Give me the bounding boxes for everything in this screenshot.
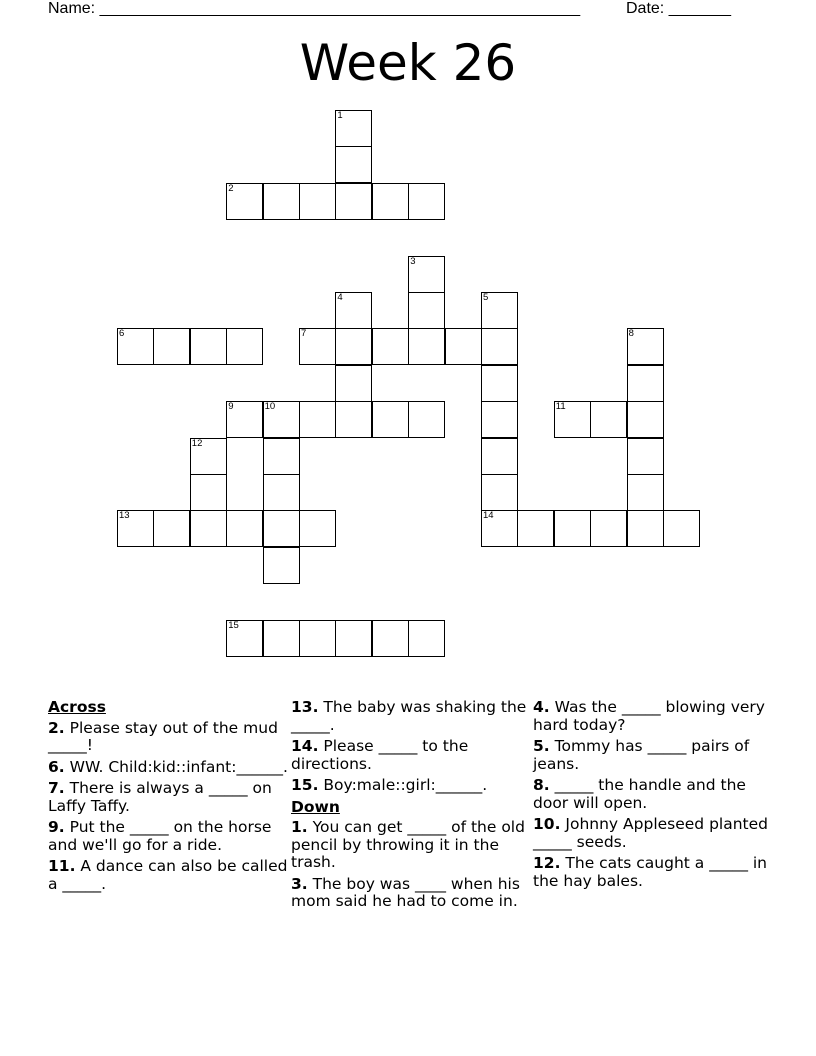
crossword-cell[interactable] bbox=[190, 474, 227, 511]
crossword-cell[interactable] bbox=[299, 183, 336, 220]
crossword-cell[interactable] bbox=[372, 620, 409, 657]
crossword-cell[interactable] bbox=[335, 620, 372, 657]
crossword-cell[interactable] bbox=[263, 183, 300, 220]
down-heading: Down bbox=[291, 797, 340, 816]
crossword-cell[interactable] bbox=[372, 328, 409, 365]
crossword-cell[interactable] bbox=[263, 401, 300, 438]
clue-down-3 bbox=[291, 876, 531, 911]
cell-number: 6 bbox=[119, 328, 125, 340]
clue-text: Johnny Appleseed planted _____ seeds. bbox=[533, 815, 768, 851]
crossword-cell[interactable] bbox=[335, 183, 372, 220]
crossword-cell[interactable] bbox=[481, 438, 518, 475]
cell-number: 9 bbox=[228, 401, 234, 413]
clue-text: Please _____ to the directions. bbox=[291, 737, 469, 773]
crossword-cell[interactable] bbox=[590, 510, 627, 547]
crossword-cell[interactable] bbox=[408, 401, 445, 438]
clue-number: 9. bbox=[48, 818, 65, 836]
cell-number: 10 bbox=[264, 401, 276, 413]
crossword-cell[interactable] bbox=[117, 510, 154, 547]
crossword-cell[interactable] bbox=[299, 620, 336, 657]
crossword-cell[interactable] bbox=[408, 292, 445, 329]
clue-column-3 bbox=[533, 699, 773, 894]
crossword-cell[interactable] bbox=[481, 474, 518, 511]
cell-number: 2 bbox=[228, 182, 234, 194]
crossword-cell[interactable] bbox=[590, 401, 627, 438]
crossword-cell[interactable] bbox=[408, 328, 445, 365]
crossword-cell[interactable] bbox=[627, 401, 664, 438]
crossword-cell[interactable] bbox=[335, 110, 372, 147]
crossword-cell[interactable] bbox=[627, 365, 664, 402]
clue-down-1 bbox=[291, 819, 531, 872]
clue-number: 2. bbox=[48, 718, 65, 737]
clue-down-8 bbox=[533, 777, 773, 812]
crossword-cell[interactable] bbox=[226, 401, 263, 438]
crossword-cell[interactable] bbox=[263, 620, 300, 657]
clue-text: Tommy has _____ pairs of jeans. bbox=[533, 737, 750, 773]
clue-text: You can get _____ of the old pencil by throwing it in the trash. bbox=[291, 818, 525, 871]
clue-number: 11. bbox=[48, 857, 76, 875]
clue-number: 3. bbox=[291, 874, 308, 893]
clue-column-1 bbox=[48, 699, 288, 897]
clue-text: The cats caught a _____ in the hay bales. bbox=[533, 854, 768, 890]
cell-number: 1 bbox=[337, 110, 343, 121]
clue-across-13 bbox=[291, 699, 531, 734]
page-title: Week 26 bbox=[299, 34, 517, 92]
cell-number: 12 bbox=[191, 437, 203, 449]
cell-number: 13 bbox=[119, 510, 130, 522]
crossword-cell[interactable] bbox=[408, 620, 445, 657]
crossword-cell[interactable] bbox=[445, 328, 482, 365]
crossword-cell[interactable] bbox=[335, 146, 372, 183]
crossword-cell[interactable] bbox=[299, 510, 336, 547]
cell-number: 8 bbox=[628, 328, 634, 340]
clue-across-2 bbox=[48, 720, 288, 755]
cell-number: 11 bbox=[555, 401, 566, 413]
crossword-cell[interactable] bbox=[190, 328, 227, 365]
clue-number: 10. bbox=[533, 815, 561, 833]
clue-down-4 bbox=[533, 699, 773, 734]
crossword-cell[interactable] bbox=[663, 510, 700, 547]
cell-number: 5 bbox=[483, 292, 489, 303]
clue-across-14 bbox=[291, 738, 531, 773]
name-field-label: Name: ______________________________________________________ bbox=[48, 0, 581, 17]
clue-number: 1. bbox=[291, 818, 308, 836]
clue-across-6 bbox=[48, 759, 288, 777]
clue-across-7 bbox=[48, 780, 288, 815]
clue-number: 14. bbox=[291, 737, 319, 755]
clue-down-5 bbox=[533, 738, 773, 773]
crossword-cell[interactable] bbox=[335, 292, 372, 329]
cell-number: 14 bbox=[483, 510, 494, 522]
crossword-cell[interactable] bbox=[299, 401, 336, 438]
cell-number: 15 bbox=[228, 619, 239, 631]
clue-number: 5. bbox=[533, 737, 550, 755]
clue-text: Boy:male::girl:______. bbox=[323, 776, 488, 794]
crossword-cell[interactable] bbox=[408, 183, 445, 220]
clue-number: 7. bbox=[48, 779, 65, 797]
clue-number: 6. bbox=[48, 757, 65, 776]
crossword-cell[interactable] bbox=[627, 510, 664, 547]
crossword-cell[interactable] bbox=[372, 183, 409, 220]
crossword-cell[interactable] bbox=[117, 328, 154, 365]
clue-down-12 bbox=[533, 855, 773, 890]
crossword-cell[interactable] bbox=[627, 438, 664, 475]
clue-number: 4. bbox=[533, 698, 550, 716]
cell-number: 7 bbox=[301, 328, 307, 340]
crossword-cell[interactable] bbox=[481, 292, 518, 329]
clue-number: 12. bbox=[533, 854, 561, 872]
clue-number: 13. bbox=[291, 698, 319, 716]
clue-text: There is always a _____ on Laffy Taffy. bbox=[48, 779, 272, 815]
clue-text: _____ the handle and the door will open. bbox=[533, 776, 746, 812]
cell-number: 3 bbox=[410, 255, 416, 267]
crossword-cell[interactable] bbox=[226, 510, 263, 547]
crossword-cell[interactable] bbox=[190, 510, 227, 547]
crossword-cell[interactable] bbox=[627, 328, 664, 365]
crossword-cell[interactable] bbox=[263, 438, 300, 475]
crossword-cell[interactable] bbox=[263, 510, 300, 547]
crossword-cell[interactable] bbox=[481, 328, 518, 365]
crossword-cell[interactable] bbox=[554, 401, 591, 438]
crossword-cell[interactable] bbox=[335, 328, 372, 365]
crossword-cell[interactable] bbox=[481, 365, 518, 402]
crossword-cell[interactable] bbox=[335, 401, 372, 438]
clue-text: Please stay out of the mud _____! bbox=[48, 718, 278, 754]
crossword-cell[interactable] bbox=[299, 328, 336, 365]
clue-number: 8. bbox=[533, 776, 550, 794]
crossword-cell[interactable] bbox=[335, 365, 372, 402]
clue-text: WW. Child:kid::infant:______. bbox=[69, 757, 288, 776]
date-field-label: Date: _______ bbox=[626, 0, 731, 17]
clue-text: Put the _____ on the horse and we'll go for a ride. bbox=[48, 818, 272, 854]
across-heading: Across bbox=[48, 698, 106, 716]
clue-text: Was the _____ blowing very hard today? bbox=[533, 698, 765, 734]
clue-across-11 bbox=[48, 858, 288, 893]
crossword-cell[interactable] bbox=[408, 256, 445, 293]
crossword-cell[interactable] bbox=[627, 474, 664, 511]
crossword-cell[interactable] bbox=[517, 510, 554, 547]
clue-text: The boy was ____ when his mom said he had to come in. bbox=[291, 874, 520, 910]
crossword-cell[interactable] bbox=[554, 510, 591, 547]
crossword-cell[interactable] bbox=[226, 183, 263, 220]
crossword-cell[interactable] bbox=[263, 474, 300, 511]
crossword-cell[interactable] bbox=[481, 510, 518, 547]
crossword-cell[interactable] bbox=[190, 438, 227, 475]
crossword-cell[interactable] bbox=[226, 328, 263, 365]
clue-number: 15. bbox=[291, 776, 319, 794]
cell-number: 4 bbox=[337, 292, 343, 303]
crossword-cell[interactable] bbox=[226, 620, 263, 657]
crossword-cell[interactable] bbox=[481, 401, 518, 438]
crossword-cell[interactable] bbox=[372, 401, 409, 438]
clue-down-10 bbox=[533, 816, 773, 851]
crossword-cell[interactable] bbox=[153, 510, 190, 547]
clue-across-15 bbox=[291, 777, 531, 795]
clue-column-2 bbox=[291, 699, 531, 915]
clue-text: A dance can also be called a _____. bbox=[48, 857, 288, 893]
crossword-cell[interactable] bbox=[263, 547, 300, 584]
clue-across-9 bbox=[48, 819, 288, 854]
crossword-cell[interactable] bbox=[153, 328, 190, 365]
clue-text: The baby was shaking the _____. bbox=[291, 698, 527, 734]
